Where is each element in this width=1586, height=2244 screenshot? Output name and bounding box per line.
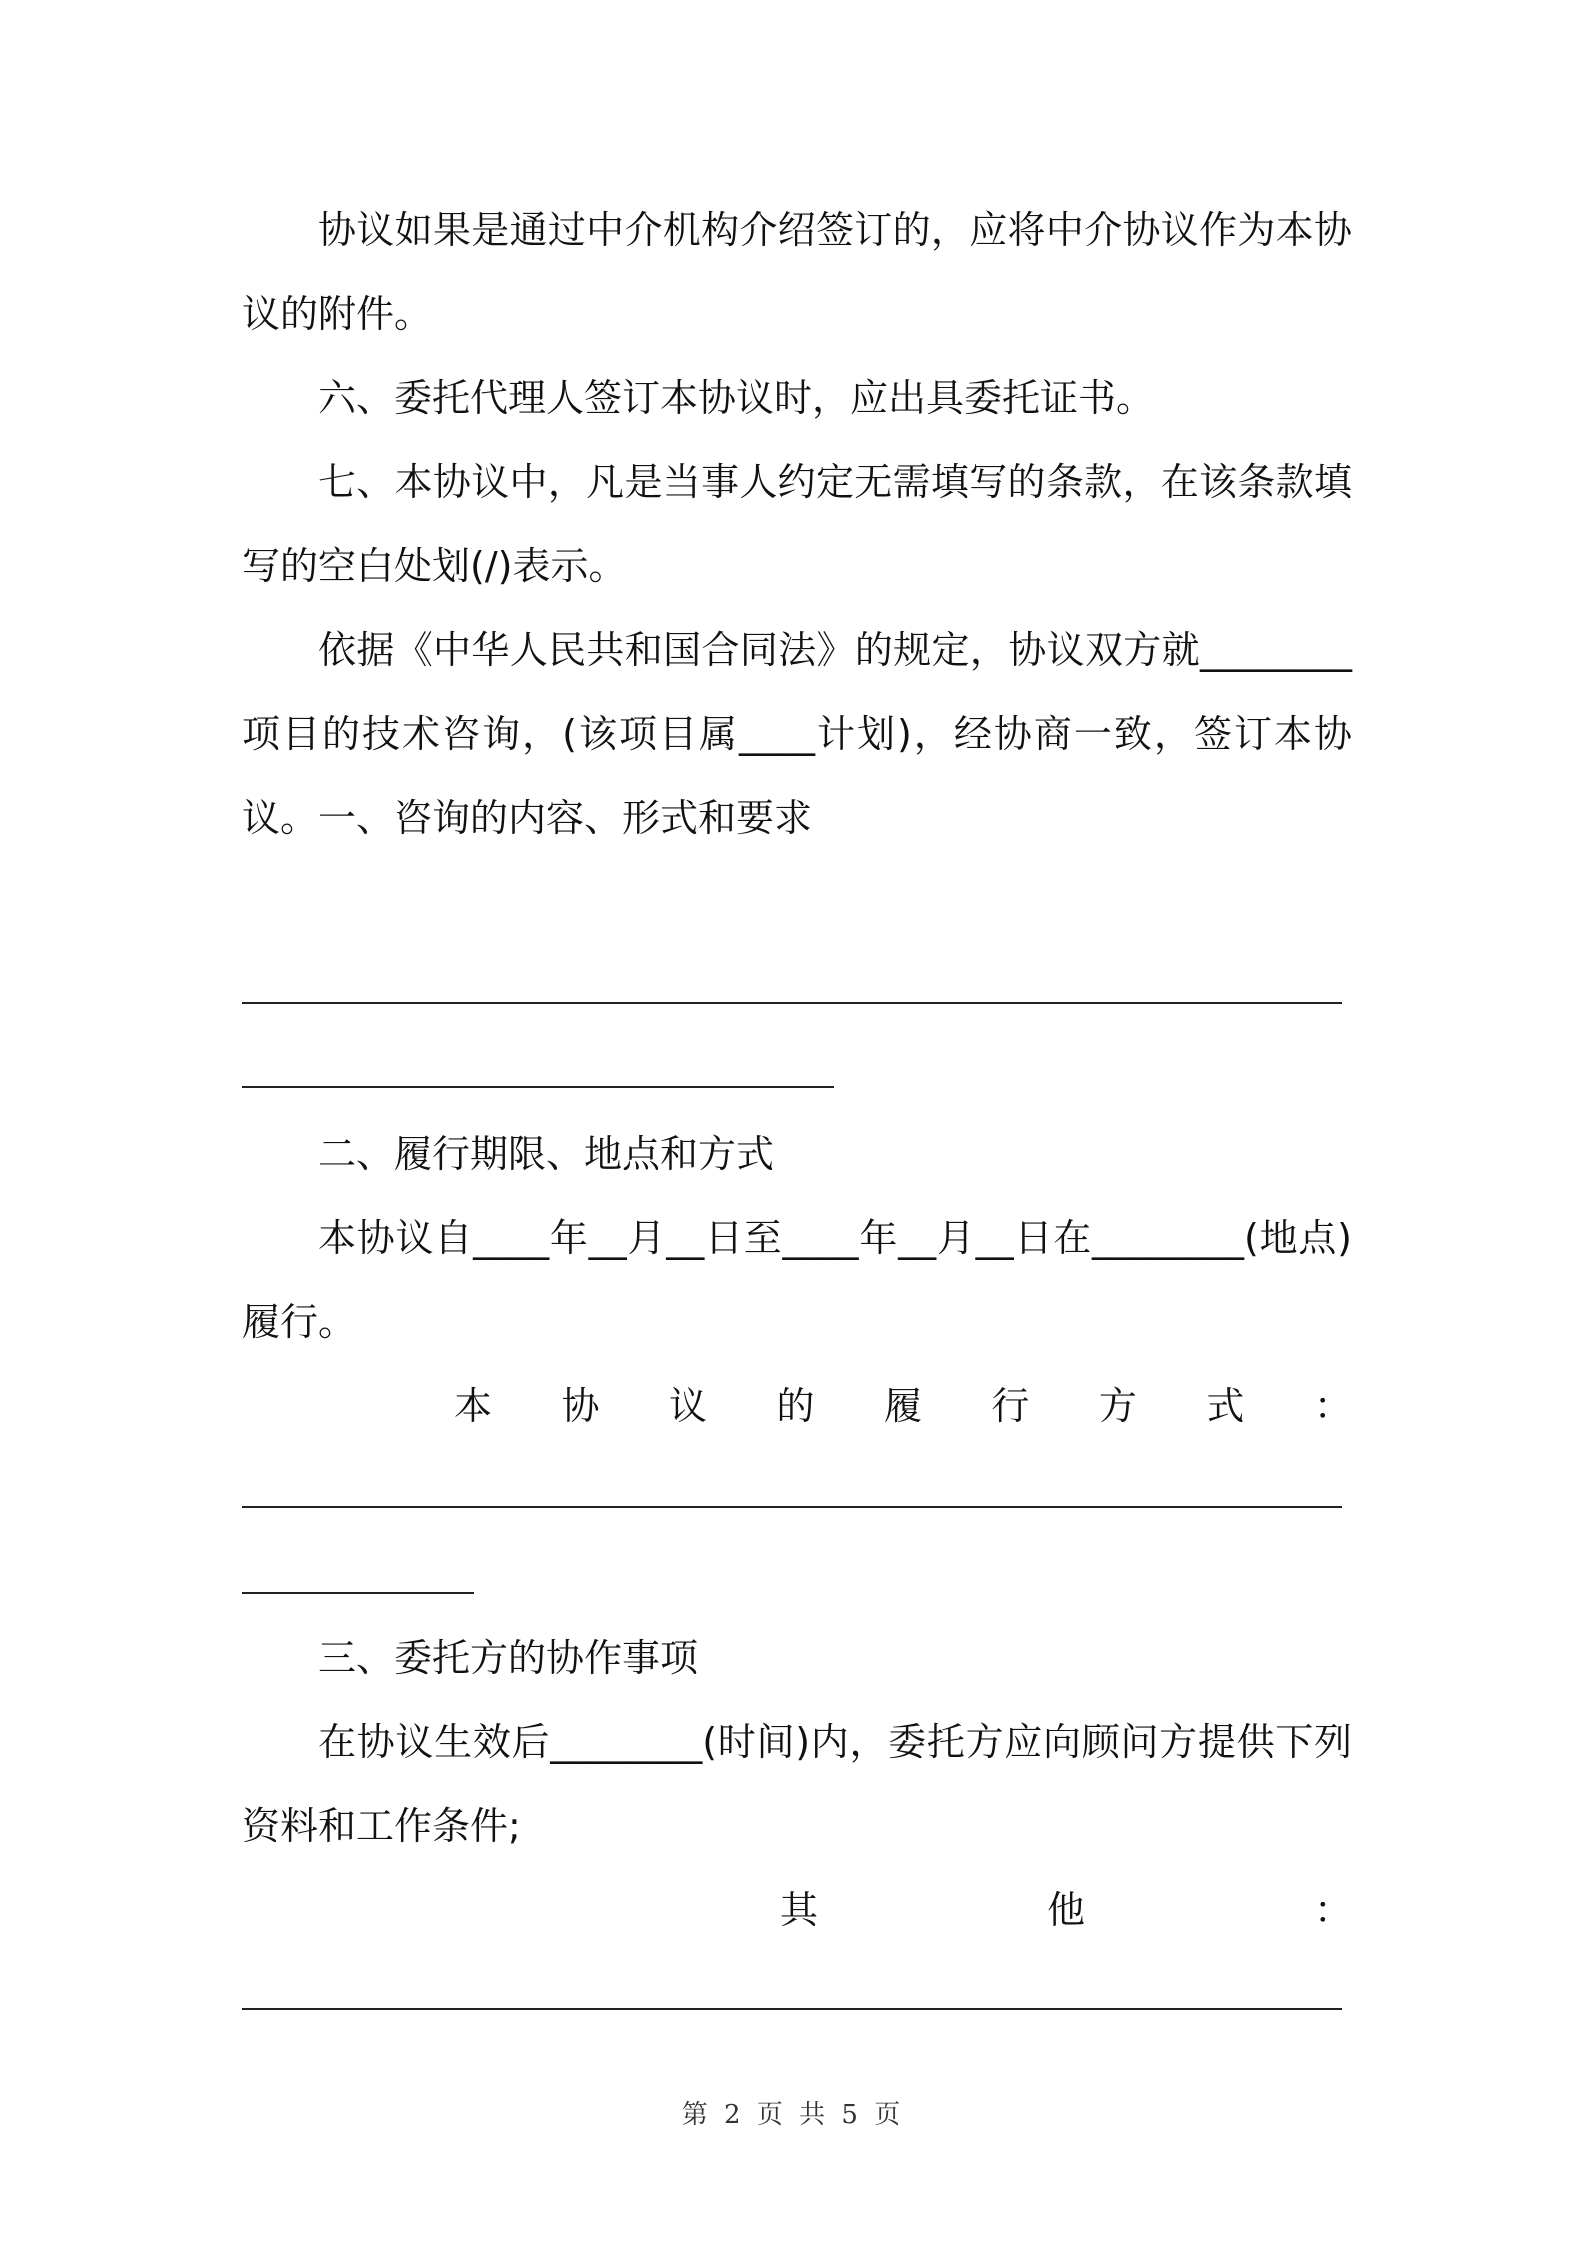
spread-char: 议 — [668, 1384, 707, 1428]
blank-line — [242, 1086, 834, 1088]
spread-char: ： — [1313, 1384, 1352, 1428]
spread-char: 其 — [780, 1888, 819, 1932]
spread-char: 履 — [883, 1384, 922, 1428]
blank-line — [242, 2008, 1342, 2010]
heading-client-cooperation: 三、委托方的协作事项 — [318, 1636, 699, 1680]
blank-line — [242, 1002, 1342, 1004]
performance-method-label — [242, 1364, 1352, 1448]
spread-char: 行 — [991, 1384, 1030, 1428]
blank-line — [242, 1592, 474, 1594]
other-label — [242, 1868, 1352, 1952]
blank-line — [242, 1506, 1342, 1508]
clause-seven: 七、本协议中，凡是当事人约定无需填写的条款，在该条款填写的空白处划(/)表示。 — [242, 460, 1352, 588]
spread-char: 他 — [1046, 1888, 1085, 1932]
paragraph-contract-law-basis: 依据《中华人民共和国合同法》的规定，协议双方就________项目的技术咨询，(该项目属____计划)，经协商一致，签订本协议。 — [242, 628, 1352, 840]
spread-char: 的 — [776, 1384, 815, 1428]
paragraph-performance-period: 本协议自____年__月__日至____年__月__日在________(地点)履行。 — [242, 1216, 1352, 1344]
spread-char: 式 — [1206, 1384, 1245, 1428]
heading-consulting-content: 一、咨询的内容、形式和要求 — [318, 796, 813, 840]
heading-performance-terms: 二、履行期限、地点和方式 — [318, 1132, 775, 1176]
clause-six: 六、委托代理人签订本协议时，应出具委托证书。 — [318, 376, 1155, 420]
spread-char: 协 — [561, 1384, 600, 1428]
spread-char: 方 — [1098, 1384, 1137, 1428]
paragraph-client-materials: 在协议生效后________(时间)内，委托方应向顾问方提供下列资料和工作条件; — [242, 1720, 1352, 1848]
spread-char: ： — [1313, 1888, 1352, 1932]
page-number-footer: 第 2 页 共 5 页 — [681, 2100, 905, 2130]
spread-char: 本 — [454, 1384, 493, 1428]
paragraph-intermediary-agreement: 协议如果是通过中介机构介绍签订的，应将中介协议作为本协议的附件。 — [242, 208, 1352, 336]
